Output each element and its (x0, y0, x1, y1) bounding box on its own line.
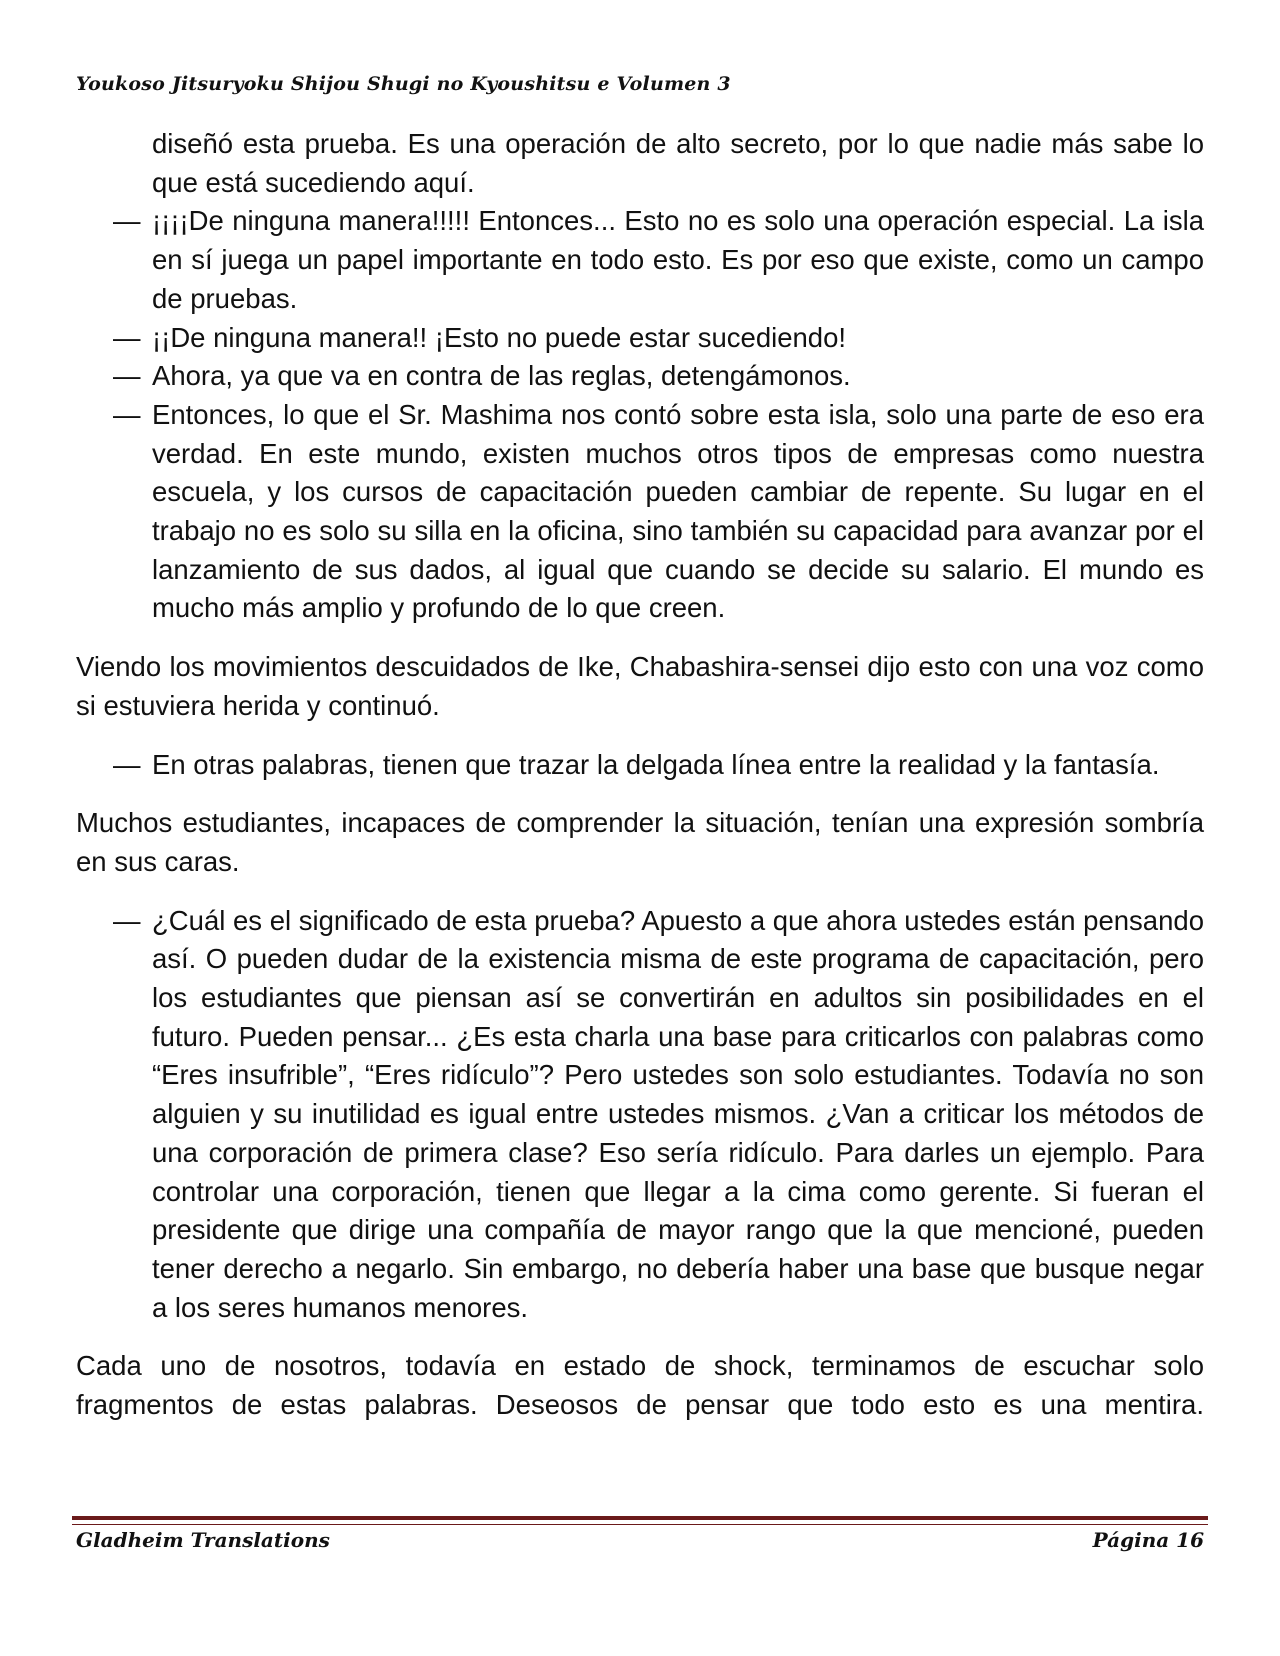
dialog-text: ¿Cuál es el significado de esta prueba? Apuesto a que ahora ustedes están pensando así. O pueden dudar de la existencia misma de este programa de capacitación, pero los estudiantes que piensan así se convertirán en adultos sin posibilidades en el futuro. Pueden pensar... ¿Es esta charla una base para criticarlos con palabras como “Eres insufrible”, “Eres ridículo”? Pero ustedes son solo estudiantes. Todavía no son alguien y su inutilidad es igual entre ustedes mismos. ¿Van a criticar los métodos de una corporación de primera clase? Eso sería ridículo. Para darles un ejemplo. Para controlar una corporación, tienen que llegar a la cima como gerente. Si fueran el presidente que dirige una compañía de mayor rango que la que mencioné, pueden tener derecho a negarlo. Sin embargo, no debería haber una base que busque negar a los seres humanos menores. (152, 904, 1204, 1323)
narrative-paragraph: Muchos estudiantes, incapaces de comprender la situación, tenían una expresión sombría en sus caras. (76, 807, 1204, 877)
em-dash: — (113, 205, 141, 237)
dialog-line (76, 357, 1204, 396)
narrative-paragraph: Cada uno de nosotros, todavía en estado de shock, terminamos de escuchar solo fragmentos de estas palabras. Deseosos de pensar que todo esto es una mentira. (76, 1350, 1204, 1421)
footer-divider (72, 1516, 1208, 1520)
dialog-line (76, 319, 1204, 358)
dialog-text: ¡¡De ninguna manera!! ¡Esto no puede estar sucediendo! (152, 321, 847, 353)
footer-divider-thin (72, 1524, 1208, 1525)
page-body (76, 125, 1204, 1445)
em-dash: — (113, 321, 141, 353)
dialog-continuation: diseñó esta prueba. Es una operación de alto secreto, por lo que nadie más sabe lo que está sucediendo aquí. (152, 128, 1204, 198)
dialog-line (76, 396, 1204, 628)
page-header-title: Youkoso Jitsuryoku Shijou Shugi no Kyoushitsu e Volumen 3 (76, 73, 731, 95)
dialog-text: Ahora, ya que va en contra de las reglas, detengámonos. (152, 360, 851, 392)
footer-page-number: Página 16 (1092, 1528, 1204, 1552)
dialog-text: En otras palabras, tienen que trazar la delgada línea entre la realidad y la fantasía. (152, 748, 1160, 780)
em-dash: — (113, 360, 141, 392)
footer-translator: Gladheim Translations (76, 1528, 330, 1552)
em-dash: — (113, 904, 141, 936)
dialog-line (76, 746, 1204, 785)
em-dash: — (113, 398, 141, 430)
dialog-line (76, 202, 1204, 318)
dialog-text: Entonces, lo que el Sr. Mashima nos contó sobre esta isla, solo una parte de eso era verdad. En este mundo, existen muchos otros tipos de empresas como nuestra escuela, y los cursos de capacitación pueden cambiar de repente. Su lugar en el trabajo no es solo su silla en la oficina, sino también su capacidad para avanzar por el lanzamiento de sus dados, al igual que cuando se decide su salario. El mundo es mucho más amplio y profundo de lo que creen. (152, 398, 1204, 624)
em-dash: — (113, 748, 141, 780)
dialog-line (76, 902, 1204, 1328)
narrative-paragraph: Viendo los movimientos descuidados de Ike, Chabashira-sensei dijo esto con una voz como si estuviera herida y continuó. (76, 651, 1204, 721)
dialog-text: ¡¡¡¡De ninguna manera!!!!! Entonces... Esto no es solo una operación especial. La isla en sí juega un papel importante en todo esto. Es por eso que existe, como un campo de pruebas. (152, 205, 1204, 314)
